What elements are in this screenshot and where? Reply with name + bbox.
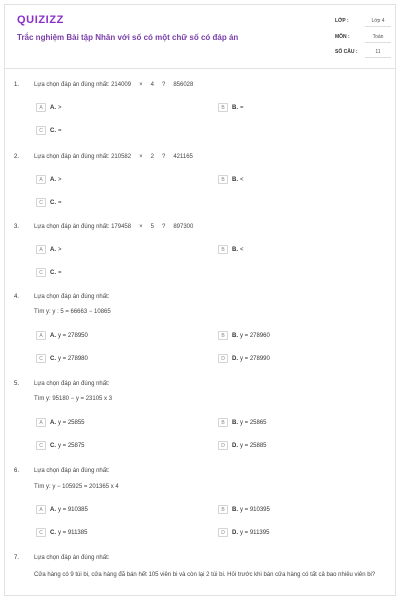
question-text: [34, 153, 193, 162]
option-text: y = 910385: [58, 506, 88, 513]
compare-value: 897300: [173, 224, 194, 230]
question-number: 5.: [14, 381, 20, 387]
option-text: y = 25875: [58, 442, 85, 449]
option-text: y = 278990: [240, 355, 270, 362]
quizizz-logo: QUIZIZZ: [17, 14, 64, 26]
option-b[interactable]: [218, 331, 270, 340]
option-text: y = 25855: [58, 419, 85, 426]
option-letter-box: C: [36, 528, 46, 537]
question-prompt: Lựa chọn đáp án đúng nhất: 214009: [34, 82, 132, 88]
option-letter-box: D: [218, 354, 228, 363]
question-number: 2.: [14, 154, 20, 160]
option-letter-box: B: [218, 505, 228, 514]
option-d[interactable]: [218, 528, 269, 537]
option-text: y = 911385: [58, 529, 88, 536]
option-text: y = 25885: [240, 442, 267, 449]
option-text: >: [58, 246, 62, 253]
option-letter-box: B: [218, 245, 228, 254]
option-text: y = 911395: [240, 529, 270, 536]
option-letter-box: B: [218, 175, 228, 184]
option-text: >: [58, 104, 62, 111]
option-b[interactable]: [218, 505, 270, 514]
option-text: <: [240, 176, 244, 183]
compare-value: 421165: [173, 154, 193, 160]
option-label: A.: [50, 104, 56, 111]
option-letter-box: A: [36, 175, 46, 184]
option-text: =: [58, 199, 62, 206]
option-label: C.: [50, 199, 56, 206]
option-text: =: [240, 104, 244, 111]
option-label: B.: [232, 104, 238, 111]
option-letter-box: B: [218, 331, 228, 340]
option-label: B.: [232, 506, 238, 513]
option-b[interactable]: [218, 103, 244, 112]
option-label: C.: [50, 127, 56, 134]
meta-label-grade: LỚP :: [335, 18, 349, 24]
option-label: A.: [50, 332, 56, 339]
option-text: >: [58, 176, 62, 183]
worksheet-title: Trắc nghiệm Bài tập Nhân với số có một chữ số có đáp án: [17, 33, 239, 42]
option-label: B.: [232, 246, 238, 253]
option-c[interactable]: [36, 354, 88, 363]
operator: ×: [139, 224, 143, 230]
option-c[interactable]: [36, 268, 62, 277]
option-text: =: [58, 269, 62, 276]
option-text: y = 910395: [240, 506, 270, 513]
option-c[interactable]: [36, 528, 87, 537]
question-text: [34, 223, 193, 232]
option-letter-box: A: [36, 103, 46, 112]
multiplier: 4: [150, 82, 154, 88]
question-text: Lựa chọn đáp án đúng nhất:: [34, 468, 110, 474]
option-a[interactable]: [36, 331, 88, 340]
option-letter-box: B: [218, 418, 228, 427]
option-text: <: [240, 246, 244, 253]
option-label: B.: [232, 176, 238, 183]
question-sub-text: Tìm y: 95180 − y = 23105 x 3: [34, 396, 113, 402]
question-sub-text: Tìm y: y − 105925 = 201365 x 4: [34, 484, 119, 490]
question-number: 6.: [14, 468, 20, 474]
meta-label-subject: MÔN :: [335, 34, 350, 40]
option-text: =: [58, 127, 62, 134]
option-label: C.: [50, 529, 56, 536]
option-a[interactable]: [36, 418, 85, 427]
question-number: 3.: [14, 224, 20, 230]
compare-value: 856028: [173, 82, 194, 88]
option-letter-box: C: [36, 198, 46, 207]
option-text: y = 25865: [240, 419, 267, 426]
question-text: Lựa chọn đáp án đúng nhất:: [34, 294, 110, 300]
option-letter-box: D: [218, 441, 228, 450]
option-c[interactable]: [36, 126, 62, 135]
unknown-sign: ?: [161, 224, 166, 230]
option-letter-box: A: [36, 418, 46, 427]
option-c[interactable]: [36, 198, 62, 207]
option-d[interactable]: [218, 354, 270, 363]
option-label: C.: [50, 442, 56, 449]
option-a[interactable]: [36, 505, 88, 514]
question-text: Lựa chọn đáp án đúng nhất:: [34, 381, 110, 387]
operator: ×: [139, 154, 143, 160]
option-letter-box: C: [36, 441, 46, 450]
option-label: A.: [50, 176, 56, 183]
question-prompt: Lựa chọn đáp án đúng nhất: 179458: [34, 224, 132, 230]
worksheet-header: [5, 5, 396, 69]
option-b[interactable]: [218, 418, 267, 427]
option-letter-box: A: [36, 331, 46, 340]
option-label: A.: [50, 419, 56, 426]
option-d[interactable]: [218, 441, 267, 450]
meta-value-grade: Lớp 4: [365, 18, 391, 27]
option-b[interactable]: [218, 175, 244, 184]
unknown-sign: ?: [161, 154, 166, 160]
option-a[interactable]: [36, 245, 62, 254]
question-text: Lựa chọn đáp án đúng nhất:: [34, 555, 110, 561]
option-letter-box: D: [218, 528, 228, 537]
question-number: 1.: [14, 82, 20, 88]
question-text: [34, 81, 193, 90]
option-letter-box: C: [36, 268, 46, 277]
option-b[interactable]: [218, 245, 244, 254]
option-label: A.: [50, 246, 56, 253]
operator: ×: [139, 82, 143, 88]
option-letter-box: C: [36, 126, 46, 135]
option-label: C.: [50, 269, 56, 276]
option-label: D.: [232, 529, 238, 536]
question-sub-text: Tìm y: y : 5 = 66663 − 10865: [34, 309, 111, 315]
multiplier: 5: [150, 224, 154, 230]
option-label: B.: [232, 419, 238, 426]
unknown-sign: ?: [161, 82, 166, 88]
option-label: D.: [232, 442, 238, 449]
option-text: y = 278960: [240, 332, 270, 339]
option-label: A.: [50, 506, 56, 513]
option-c[interactable]: [36, 441, 85, 450]
worksheet-page: [4, 4, 396, 596]
option-text: y = 278980: [58, 355, 88, 362]
option-letter-box: C: [36, 354, 46, 363]
option-a[interactable]: [36, 103, 62, 112]
option-text: y = 278950: [58, 332, 88, 339]
meta-value-count: 11: [365, 49, 391, 58]
option-label: D.: [232, 355, 238, 362]
option-letter-box: B: [218, 103, 228, 112]
question-number: 4.: [14, 294, 20, 300]
option-label: C.: [50, 355, 56, 362]
question-sub-text: Cửa hàng có 9 túi bi, cửa hàng đã bán hết 105 viên bi và còn lại 2 túi bi. Hỏi trước khi bán cửa hàng có tất cả bao nhiêu viên bi?: [34, 572, 376, 578]
option-letter-box: A: [36, 505, 46, 514]
question-number: 7.: [14, 555, 20, 561]
meta-value-subject: Toán: [365, 34, 391, 43]
question-prompt: Lựa chọn đáp án đúng nhất: 210582: [34, 154, 132, 160]
meta-label-count: SỐ CÂU :: [335, 49, 358, 55]
multiplier: 2: [150, 154, 154, 160]
option-letter-box: A: [36, 245, 46, 254]
option-label: B.: [232, 332, 238, 339]
option-a[interactable]: [36, 175, 62, 184]
